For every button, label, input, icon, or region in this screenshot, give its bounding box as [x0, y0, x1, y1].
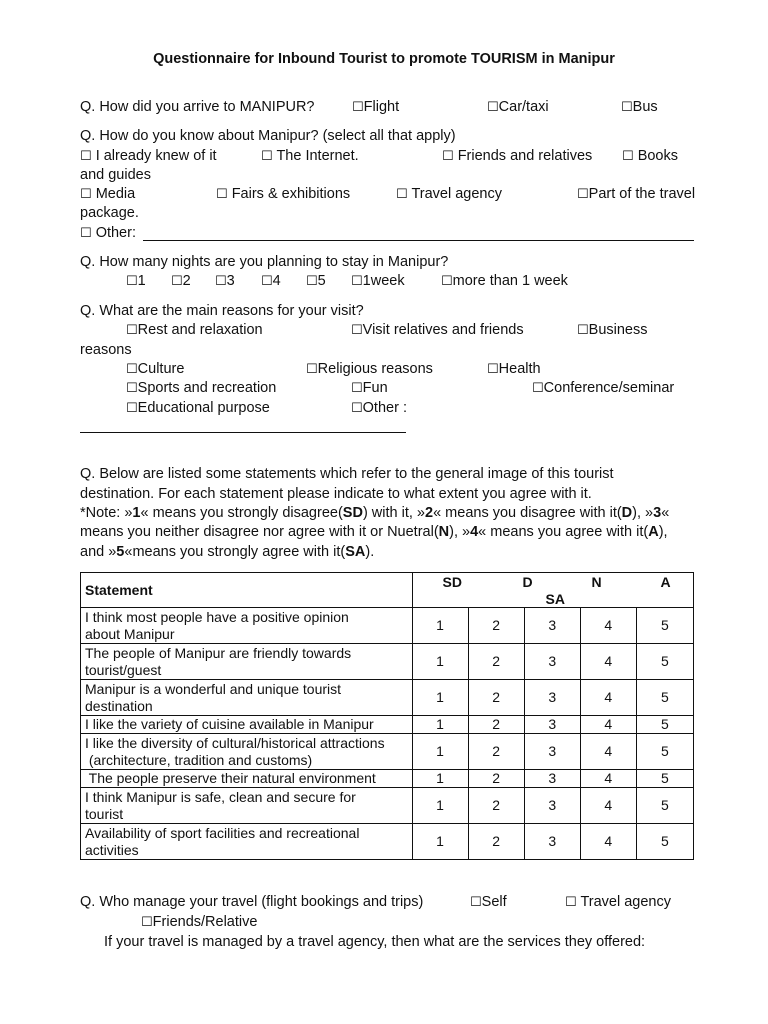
option-label: Religious reasons [317, 361, 433, 377]
statement-cell [81, 716, 413, 734]
rating-cell-3[interactable]: 3 [524, 608, 580, 644]
q6-option-self[interactable] [470, 893, 507, 912]
option-label: Part of the travel [588, 186, 696, 202]
q2-wrap-text-2: package. [80, 205, 139, 221]
rating-cell-4[interactable]: 4 [580, 824, 636, 860]
q2-other-input[interactable] [143, 240, 694, 241]
rating-cell-1[interactable]: 1 [412, 608, 468, 644]
rating-cell-4[interactable]: 4 [580, 644, 636, 680]
rating-cell-4[interactable]: 4 [580, 716, 636, 734]
statement-line: destination [85, 697, 153, 714]
q3-option-5[interactable] [306, 272, 326, 291]
rating-cell-2[interactable]: 2 [468, 770, 524, 788]
q2-option-knew[interactable] [80, 147, 217, 166]
statement-line: Manipur is a wonderful and unique tourist [85, 680, 342, 697]
q5-line-1: Q. Below are listed some statements which refer to the general image of this tourist [80, 466, 614, 482]
option-label: Conference/seminar [543, 380, 675, 396]
q2-option-internet[interactable] [261, 147, 359, 166]
option-label: Educational purpose [137, 400, 270, 416]
table-row [81, 770, 694, 788]
option-label: 1 [137, 273, 146, 289]
q2-option-other[interactable] [80, 224, 136, 243]
statement-line: I like the diversity of cultural/historical attractions [85, 734, 385, 751]
statement-cell [81, 770, 413, 788]
option-label: Self [481, 894, 507, 910]
option-label: Travel agency [580, 894, 671, 910]
option-label: more than 1 week [452, 273, 568, 289]
q1-question: Q. How did you arrive to MANIPUR? [80, 99, 315, 115]
option-label: Rest and relaxation [137, 322, 263, 338]
option-label: 1week [362, 273, 405, 289]
rating-cell-1[interactable]: 1 [412, 734, 468, 770]
q2-option-friends[interactable] [442, 147, 592, 166]
option-label: Health [498, 361, 541, 377]
table-row [81, 608, 694, 644]
rating-cell-5[interactable]: 5 [636, 608, 693, 644]
option-label: Fairs & exhibitions [231, 186, 351, 202]
rating-cell-4[interactable]: 4 [580, 770, 636, 788]
rating-cell-5[interactable]: 5 [636, 644, 693, 680]
q2-option-agency[interactable] [396, 185, 502, 204]
option-label: Fun [362, 380, 388, 396]
q2-option-media[interactable] [80, 185, 135, 204]
option-label: Travel agency [411, 186, 502, 202]
q5-note-line-2: means you neither disagree nor agree with it or Nuetral(N), »4« means you agree with it(A), [80, 524, 668, 540]
q4-option-other[interactable] [351, 399, 407, 418]
option-label: I already knew of it [95, 148, 217, 164]
q4-option-culture[interactable] [126, 360, 184, 379]
q4-option-health[interactable] [487, 360, 541, 379]
q4-option-fun[interactable] [351, 379, 388, 398]
rating-cell-2[interactable]: 2 [468, 734, 524, 770]
q2-option-package[interactable] [577, 185, 695, 204]
rating-cell-5[interactable]: 5 [636, 716, 693, 734]
rating-cell-5[interactable]: 5 [636, 788, 693, 824]
q6-option-friends[interactable] [141, 913, 257, 932]
q4-other-input[interactable] [80, 432, 406, 433]
option-label: 4 [272, 273, 281, 289]
rating-cell-2[interactable]: 2 [468, 824, 524, 860]
option-label: Media [95, 186, 136, 202]
statement-line: The people preserve their natural environment [85, 770, 376, 786]
rating-cell-3[interactable]: 3 [524, 824, 580, 860]
q3-option-3[interactable] [215, 272, 235, 291]
rating-cell-3[interactable]: 3 [524, 644, 580, 680]
rating-table [80, 572, 694, 860]
rating-cell-2[interactable]: 2 [468, 608, 524, 644]
rating-cell-1[interactable]: 1 [412, 680, 468, 716]
page-title: Questionnaire for Inbound Tourist to promote TOURISM in Manipur [153, 51, 615, 67]
rating-cell-1[interactable]: 1 [412, 716, 468, 734]
rating-cell-5[interactable]: 5 [636, 680, 693, 716]
option-label: Other: [95, 225, 136, 241]
table-header-row [81, 573, 694, 608]
q4-option-business[interactable] [577, 321, 648, 340]
scale-label-sd: SD [442, 574, 462, 590]
statement-cell [81, 680, 413, 716]
q4-option-educational[interactable] [126, 399, 270, 418]
rating-cell-1[interactable]: 1 [412, 644, 468, 680]
option-label: Visit relatives and friends [362, 322, 524, 338]
option-label: 5 [317, 273, 326, 289]
option-label: Books [637, 148, 678, 164]
header-scale [412, 573, 693, 608]
statement-cell [81, 608, 413, 644]
table-row [81, 788, 694, 824]
rating-cell-3[interactable]: 3 [524, 680, 580, 716]
q3-question: Q. How many nights are you planning to stay in Manipur? [80, 254, 449, 270]
q2-option-fairs[interactable] [216, 185, 350, 204]
table-row [81, 824, 694, 860]
q1-option-bus[interactable] [621, 98, 658, 117]
q3-option-1[interactable] [126, 272, 146, 291]
q5-note-line-1: *Note: »1« means you strongly disagree(SD) with it, »2« means you disagree with it(D), »3« [80, 505, 670, 521]
rating-cell-2[interactable]: 2 [468, 680, 524, 716]
option-label: Car/taxi [498, 99, 549, 115]
rating-cell-5[interactable]: 5 [636, 734, 693, 770]
header-statement: Statement [81, 573, 413, 608]
q4-wrap-text: reasons [80, 342, 132, 358]
q4-option-sports[interactable] [126, 379, 276, 398]
q6-followup: If your travel is managed by a travel agency, then what are the services they offered: [104, 934, 646, 950]
statement-line: (architecture, tradition and customs) [85, 751, 313, 768]
option-label: Bus [632, 99, 658, 115]
statement-cell [81, 644, 413, 680]
rating-cell-1[interactable]: 1 [412, 788, 468, 824]
option-label: 2 [182, 273, 191, 289]
option-label: Flight [363, 99, 400, 115]
scale-label-a: A [660, 574, 671, 590]
rating-cell-4[interactable]: 4 [580, 788, 636, 824]
table-row [81, 644, 694, 680]
q6-question: Q. Who manage your travel (flight bookings and trips) [80, 894, 424, 910]
statement-line: The people of Manipur are friendly towards [85, 644, 352, 661]
statement-line: I think most people have a positive opinion [85, 608, 349, 625]
q1-option-car[interactable] [487, 98, 549, 117]
q4-option-rest[interactable] [126, 321, 263, 340]
option-label: Friends/Relative [152, 914, 258, 930]
q6-option-agency[interactable] [565, 893, 671, 912]
q5-note-line-3: and »5«means you strongly agree with it(SA). [80, 544, 375, 560]
rating-cell-4[interactable]: 4 [580, 608, 636, 644]
statement-line: Availability of sport facilities and recreational [85, 824, 360, 841]
q3-option-4[interactable] [261, 272, 281, 291]
q3-option-2[interactable] [171, 272, 191, 291]
option-label: The Internet. [276, 148, 359, 164]
option-label: 3 [226, 273, 235, 289]
rating-cell-5[interactable]: 5 [636, 824, 693, 860]
scale-label-sa: SA [545, 591, 565, 607]
statement-cell [81, 824, 413, 860]
q2-question: Q. How do you know about Manipur? (select all that apply) [80, 128, 456, 144]
statement-line: I like the variety of cuisine available in Manipur [85, 716, 374, 732]
table-row [81, 716, 694, 734]
option-label: Friends and relatives [457, 148, 593, 164]
rating-cell-2[interactable]: 2 [468, 716, 524, 734]
q3-option-1week[interactable] [351, 272, 405, 291]
statement-line: activities [85, 841, 139, 858]
option-label: Other : [362, 400, 407, 416]
statement-cell [81, 788, 413, 824]
rating-cell-4[interactable]: 4 [580, 680, 636, 716]
table-row [81, 680, 694, 716]
q5-line-2: destination. For each statement please indicate to what extent you agree with it. [80, 486, 592, 502]
q4-question: Q. What are the main reasons for your visit? [80, 303, 364, 319]
q4-option-visit[interactable] [351, 321, 524, 340]
table-row [81, 734, 694, 770]
option-label: Sports and recreation [137, 380, 277, 396]
statement-cell [81, 734, 413, 770]
rating-cell-1[interactable]: 1 [412, 824, 468, 860]
q3-option-more[interactable] [441, 272, 568, 291]
rating-cell-4[interactable]: 4 [580, 734, 636, 770]
q1-option-flight[interactable] [352, 98, 399, 117]
q2-wrap-text: and guides [80, 167, 151, 183]
rating-cell-1[interactable]: 1 [412, 770, 468, 788]
rating-cell-2[interactable]: 2 [468, 788, 524, 824]
rating-cell-3[interactable]: 3 [524, 734, 580, 770]
statement-line: tourist [85, 805, 124, 822]
scale-label-d: D [522, 574, 533, 590]
statement-line: about Manipur [85, 625, 175, 642]
statement-line: I think Manipur is safe, clean and secure for [85, 788, 356, 805]
rating-cell-2[interactable]: 2 [468, 644, 524, 680]
rating-cell-5[interactable]: 5 [636, 770, 693, 788]
option-label: Culture [137, 361, 185, 377]
option-label: Business [588, 322, 648, 338]
q4-option-religious[interactable] [306, 360, 433, 379]
q4-option-conference[interactable] [532, 379, 674, 398]
rating-cell-3[interactable]: 3 [524, 788, 580, 824]
rating-cell-3[interactable]: 3 [524, 770, 580, 788]
statement-line: tourist/guest [85, 661, 162, 678]
rating-cell-3[interactable]: 3 [524, 716, 580, 734]
q2-option-books[interactable] [622, 147, 678, 166]
scale-label-n: N [591, 574, 602, 590]
